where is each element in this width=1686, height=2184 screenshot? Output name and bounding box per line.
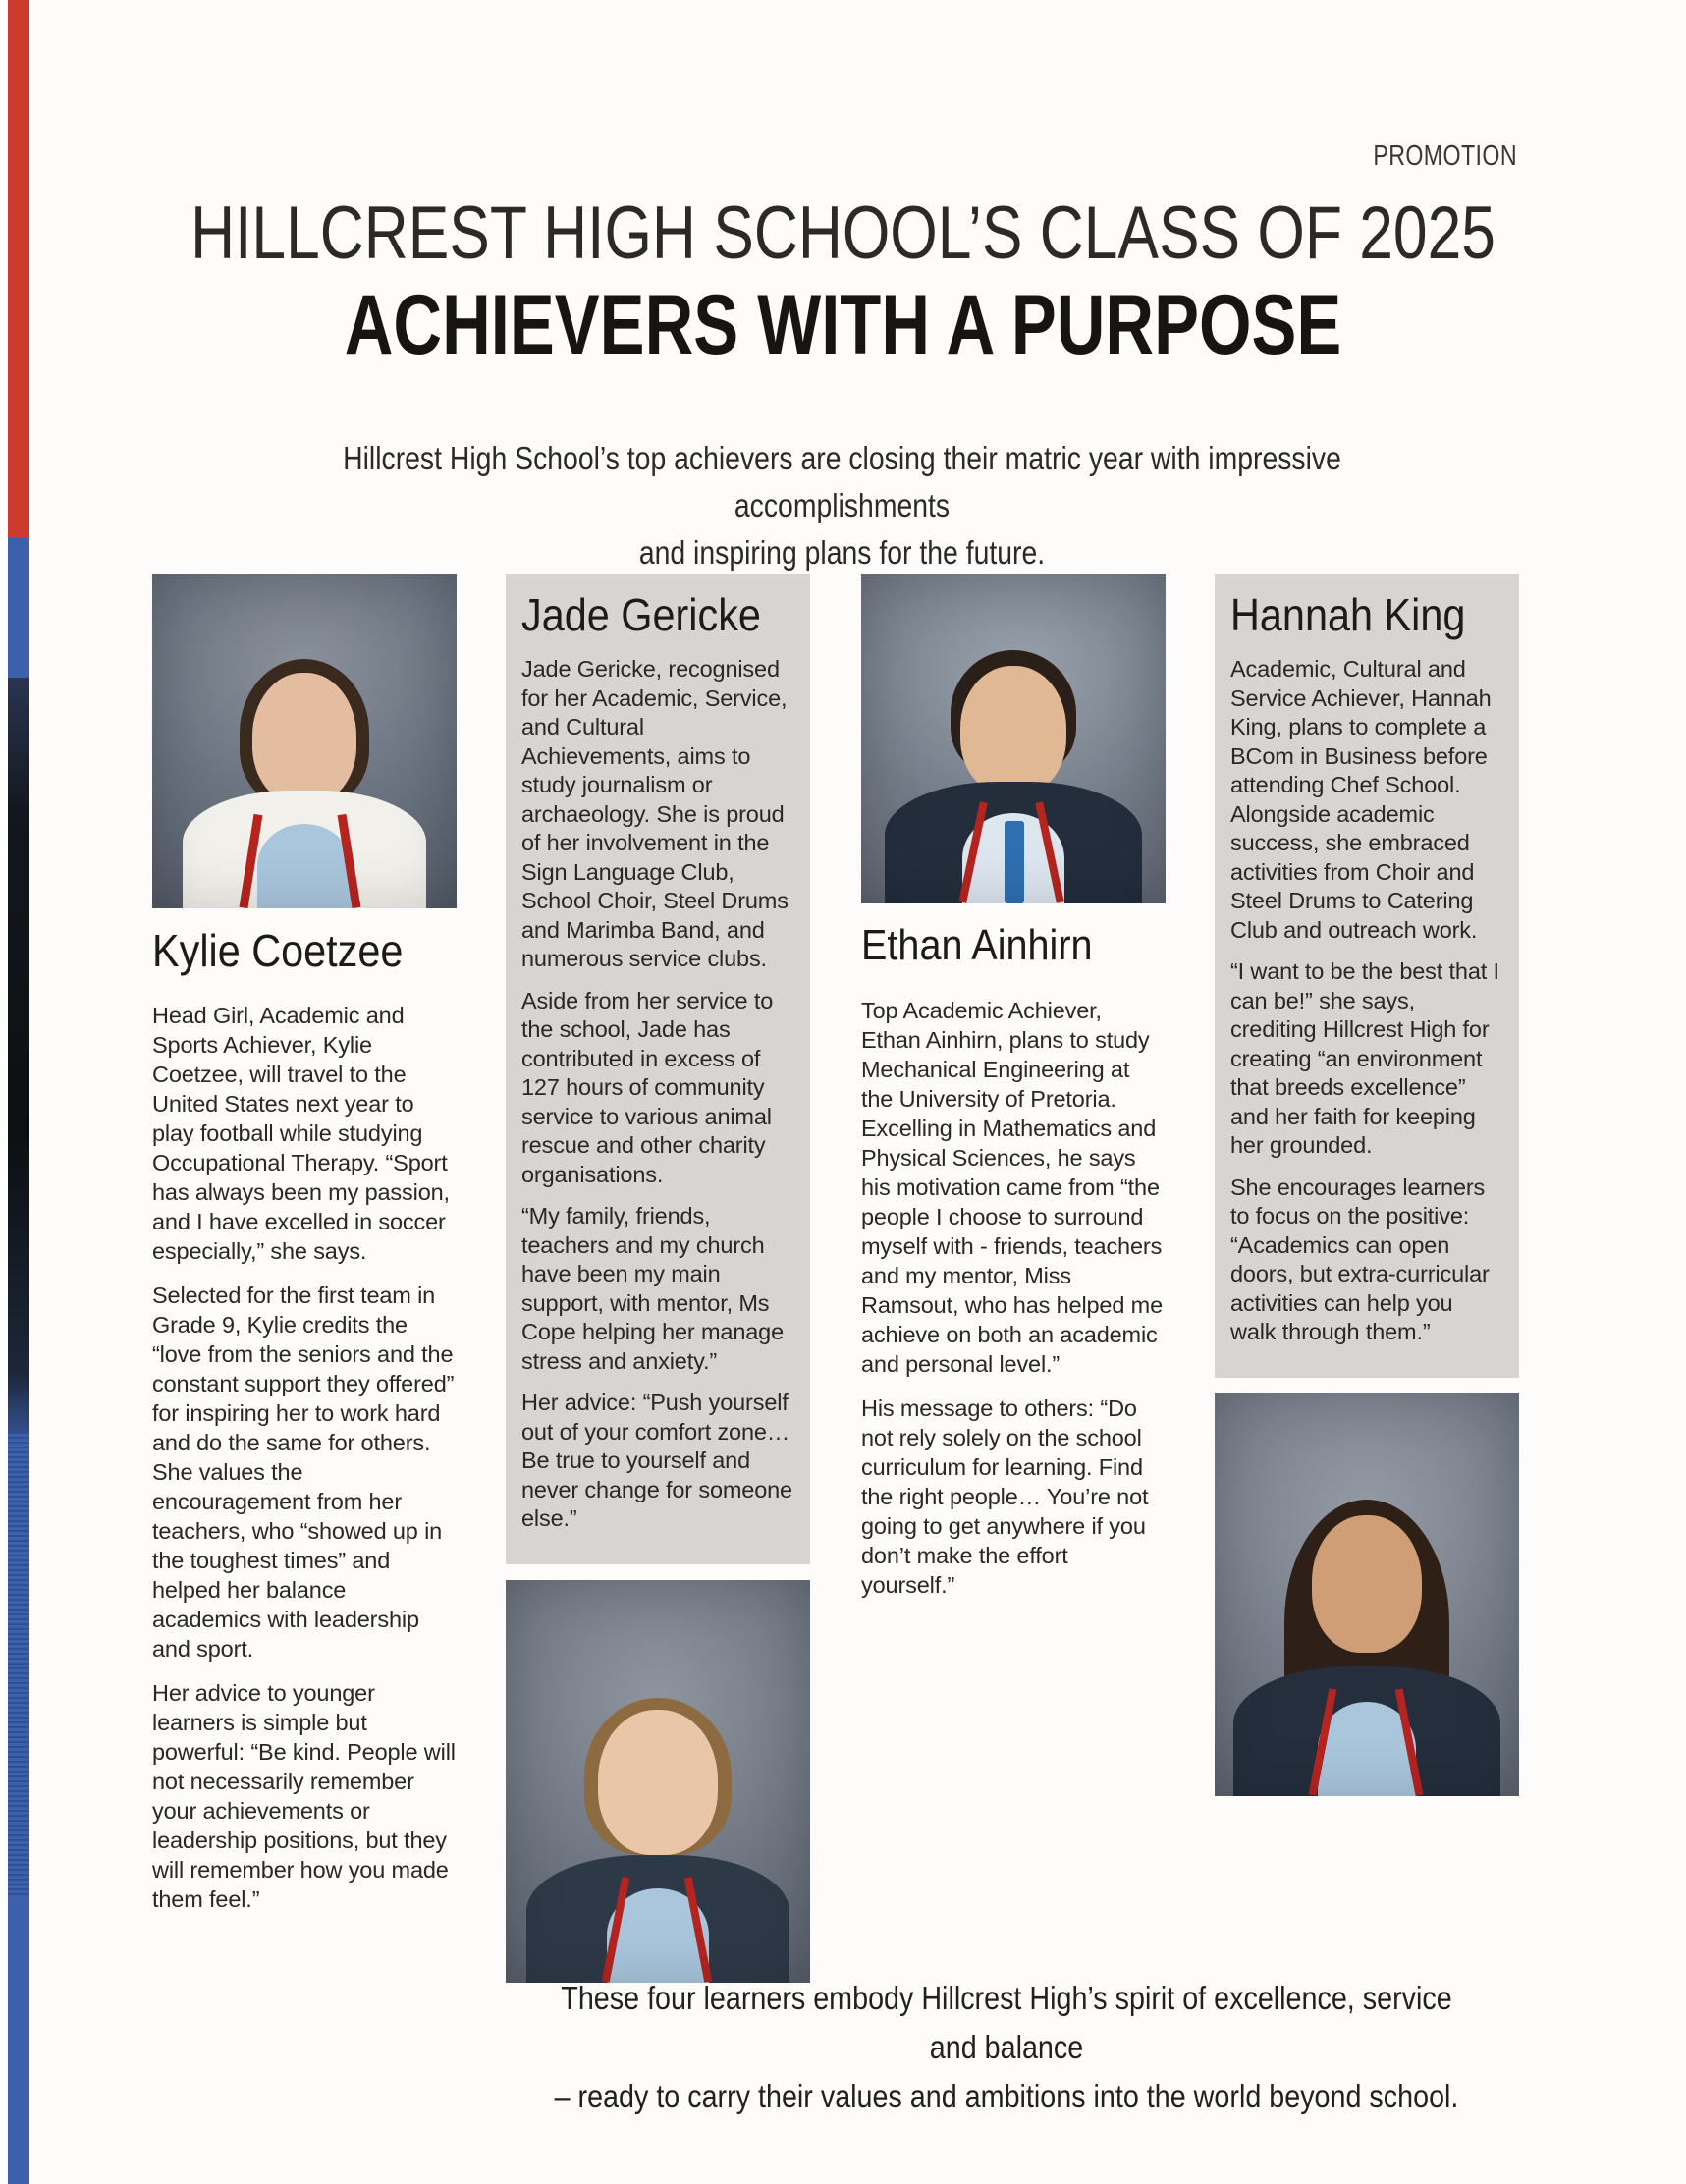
paragraph: Jade Gericke, recognised for her Academic, Service, and Cultural Achievements, aims to study journalism or archaeology. She is proud of her involvement in the Sign Language Club, School Choir, Steel Drums and Marimba Band, and numerous service clubs. bbox=[521, 656, 789, 971]
paragraph: Her advice: “Push yourself out of your comfort zone… Be true to yourself and never change for someone else.” bbox=[521, 1390, 792, 1531]
profile-hannah-king bbox=[1215, 574, 1519, 1796]
closing-caption bbox=[541, 1974, 1472, 2121]
paragraph: “I want to be the best that I can be!” she says, crediting Hillcrest High for creating “an environment that breeds excellence” and her faith for keeping her grounded. bbox=[1230, 958, 1499, 1158]
spine-strip-photo bbox=[8, 678, 29, 1434]
paragraph: “My family, friends, teachers and my church have been my main support, with mentor, Ms Cope helping her manage stress and anxiety.” bbox=[521, 1203, 784, 1374]
closing-line-1: These four learners embody Hillcrest High’s spirit of excellence, service and balance bbox=[561, 1980, 1452, 2065]
profile-jade-gericke bbox=[506, 574, 810, 1983]
paragraph: Head Girl, Academic and Sports Achiever, Kylie Coetzee, will travel to the United States next year to play football while studying Occupational Therapy. “Sport has always been my passion, and I have excelled in soccer especially,” she says. bbox=[152, 1003, 450, 1264]
profile-body-jade-gericke bbox=[521, 655, 794, 1534]
paragraph: Her advice to younger learners is simple but powerful: “Be kind. People will not necessarily remember your achievements or leadership positions, but they will remember how you made them feel.” bbox=[152, 1680, 456, 1912]
portrait-ethan-ainhirn bbox=[861, 574, 1166, 903]
subheading-line-1: Hillcrest High School’s top achievers are closing their matric year with impressive accomplishments bbox=[343, 440, 1341, 523]
headline-line-2: ACHIEVERS WITH A PURPOSE bbox=[344, 278, 1342, 372]
profile-name-hannah-king: Hannah King bbox=[1230, 589, 1466, 640]
closing-line-2: – ready to carry their values and ambitions into the world beyond school. bbox=[554, 2078, 1459, 2114]
spine-strip-texture bbox=[8, 1434, 29, 1895]
paragraph: Selected for the first team in Grade 9, Kylie credits the “love from the seniors and the constant support they offered” for inspiring her to work hard and do the same for others. She values the encouragement from her teachers, who “showed up in the toughest times” and helped her balance academics with leadership and sport. bbox=[152, 1283, 455, 1662]
subheading bbox=[299, 435, 1385, 576]
paragraph: She encourages learners to focus on the positive: “Academics can open doors, but extra-curricular activities can help you walk through them.” bbox=[1230, 1174, 1490, 1344]
profile-name-kylie-coetzee: Kylie Coetzee bbox=[152, 925, 404, 976]
profile-panel-hannah-king bbox=[1215, 574, 1519, 1378]
profile-panel-jade-gericke bbox=[506, 574, 810, 1564]
profile-kylie-coetzee bbox=[152, 574, 457, 1914]
paragraph: His message to others: “Do not rely solely on the school curriculum for learning. Find the right people… You’re not going to get anywhere if you don’t make the effort yourself.” bbox=[861, 1395, 1149, 1598]
profile-body-hannah-king bbox=[1230, 655, 1503, 1347]
page-title bbox=[0, 191, 1686, 370]
profile-name-jade-gericke: Jade Gericke bbox=[521, 589, 761, 640]
portrait-hannah-king bbox=[1215, 1393, 1519, 1796]
portrait-jade-gericke bbox=[506, 1580, 810, 1983]
paragraph: Academic, Cultural and Service Achiever, Hannah King, plans to complete a BCom in Business before attending Chef School. Alongside academic success, she embraced activities from Choir and Steel Drums to Catering Club and outreach work. bbox=[1230, 656, 1492, 943]
profile-body-kylie-coetzee bbox=[152, 991, 457, 1914]
portrait-kylie-coetzee bbox=[152, 574, 457, 908]
subheading-line-2: and inspiring plans for the future. bbox=[638, 534, 1046, 571]
promotion-label: PROMOTION bbox=[1373, 140, 1517, 172]
profile-body-ethan-ainhirn bbox=[861, 986, 1166, 1600]
profiles-grid bbox=[152, 574, 1527, 1930]
headline-line-1: HILLCREST HIGH SCHOOL’S CLASS OF 2025 bbox=[190, 191, 1496, 275]
profile-ethan-ainhirn bbox=[861, 574, 1166, 1600]
profile-name-ethan-ainhirn: Ethan Ainhirn bbox=[861, 921, 1093, 969]
paragraph: Top Academic Achiever, Ethan Ainhirn, plans to study Mechanical Engineering at the University of Pretoria. Excelling in Mathematics and Physical Sciences, he says his motivation came from “the people I choose to surround myself with - friends, teachers and my mentor, Miss Ramsout, who has helped me achieve on both an academic and personal level.” bbox=[861, 998, 1163, 1377]
paragraph: Aside from her service to the school, Jade has contributed in excess of 127 hours of community service to various animal rescue and other charity organisations. bbox=[521, 987, 774, 1187]
